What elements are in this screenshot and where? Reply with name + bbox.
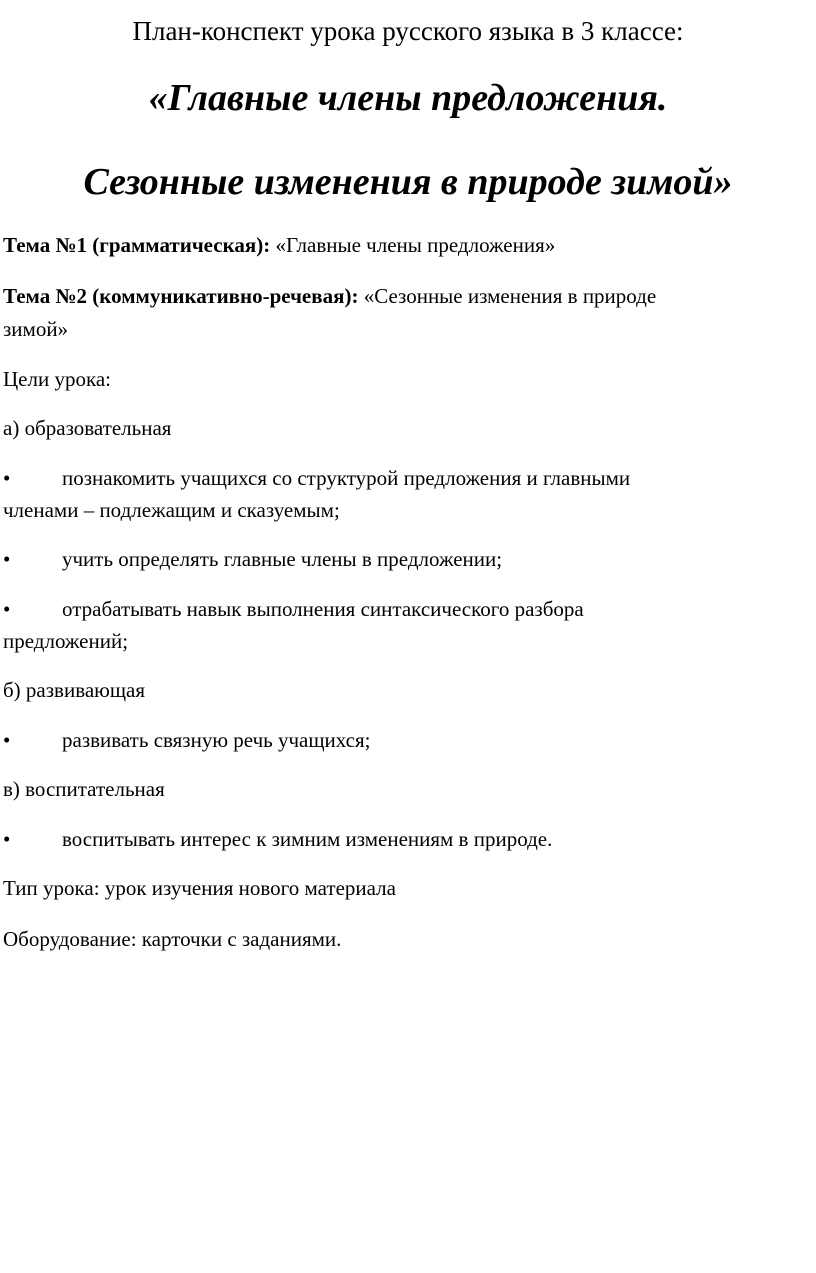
document-header: План-конспект урока русского языка в 3 классе: xyxy=(132,16,684,46)
goal-bullet-5: воспитывать интерес к зимним изменениям в природе. xyxy=(62,827,553,851)
topic-1-label: Тема №1 (грамматическая): xyxy=(3,233,271,257)
equipment: Оборудование: карточки с заданиями. xyxy=(3,927,342,951)
bullet-marker: • xyxy=(3,547,11,571)
bullet-marker: • xyxy=(3,597,11,621)
goals-heading: Цели урока: xyxy=(3,367,111,391)
section-a-heading: а) образовательная xyxy=(3,416,172,440)
goal-bullet-3-continued: предложений; xyxy=(3,629,129,653)
topic-2-label: Тема №2 (коммуникативно-речевая): xyxy=(3,284,359,308)
lesson-type: Тип урока: урок изучения нового материала xyxy=(3,876,396,900)
bullet-marker: • xyxy=(3,827,11,851)
bullet-marker: • xyxy=(3,466,11,490)
topic-2 xyxy=(3,283,656,309)
goal-bullet-2: учить определять главные члены в предложении; xyxy=(62,547,503,571)
topic-2-value: «Сезонные изменения в природе xyxy=(358,284,657,308)
lesson-title-line-2: Сезонные изменения в природе зимой» xyxy=(83,161,733,203)
topic-1 xyxy=(3,232,555,258)
section-c-heading: в) воспитательная xyxy=(3,777,165,801)
goal-bullet-3: отрабатывать навык выполнения синтаксического разбора xyxy=(62,597,584,621)
topic-2-value-continued: зимой» xyxy=(3,317,69,341)
bullet-marker: • xyxy=(3,728,11,752)
lesson-title-line-1: «Главные члены предложения. xyxy=(148,77,668,119)
section-b-heading: б) развивающая xyxy=(3,678,145,702)
goal-bullet-1-continued: членами – подлежащим и сказуемым; xyxy=(3,498,340,522)
topic-1-value: «Главные члены предложения» xyxy=(270,233,556,257)
goal-bullet-4: развивать связную речь учащихся; xyxy=(62,728,371,752)
goal-bullet-1: познакомить учащихся со структурой предложения и главными xyxy=(62,466,631,490)
